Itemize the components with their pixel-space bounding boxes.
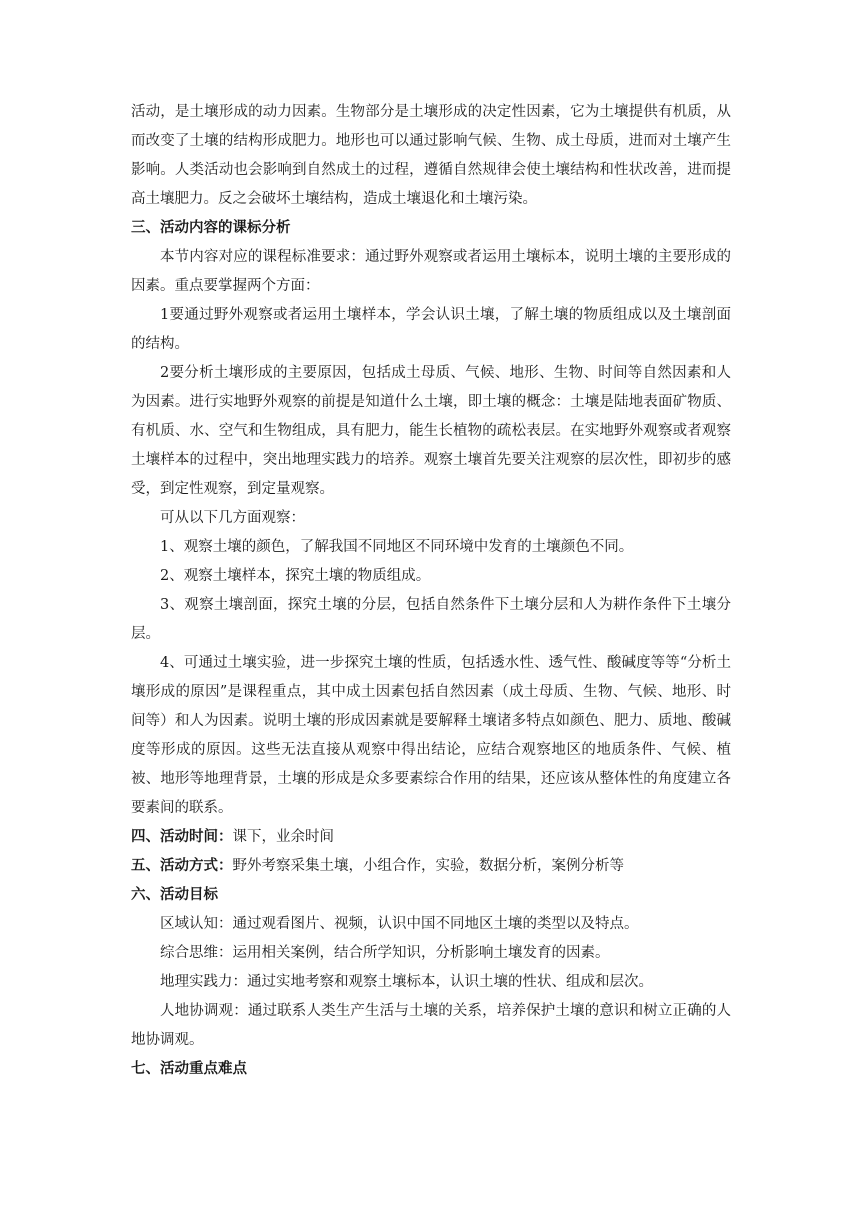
goal-regional-cognition: 区域认知：通过观看图片、视频，认识中国不同地区土壤的类型以及特点。 — [160, 916, 639, 932]
goal-geographic-practice: 地理实践力：通过实地考察和观察土壤标本，认识土壤的性状、组成和层次。 — [160, 974, 653, 990]
paragraph-point-1: 1要通过野外观察或者运用土壤样本，学会认识土壤，了解土壤的物质组成以及土壤剖面的结构。 — [131, 307, 731, 352]
paragraph-soil-formation-factors: 活动，是土壤形成的动力因素。生物部分是土壤形成的决定性因素，它为土壤提供有机质，从而改变了土壤的结构形成肥力。地形也可以通过影响气候、生物、成土母质，进而对土壤产生影响。人类活动也会影响到自然成土的过程，遵循自然规律会使土壤结构和性状改善，进而提高土壤肥力。反之会破坏土壤结构，造成土壤退化和土壤污染。 — [131, 104, 731, 207]
goal-human-earth-harmony: 人地协调观：通过联系人类生产生活与土壤的关系，培养保护土壤的意识和树立正确的人地协调观。 — [131, 1003, 731, 1048]
list-item-observe-profile: 3、观察土壤剖面，探究土壤的分层，包括自然条件下土壤分层和人为耕作条件下土壤分层。 — [131, 597, 731, 642]
paragraph-curriculum-requirement: 本节内容对应的课程标准要求：通过野外观察或者运用土壤标本，说明土壤的主要形成的因素。重点要掌握两个方面： — [131, 249, 731, 294]
heading-activity-time-label: 四、活动时间： — [131, 829, 233, 845]
activity-method-value: 野外考察采集土壤，小组合作，实验，数据分析，案例分析等 — [232, 858, 624, 874]
heading-activity-time — [131, 823, 731, 852]
list-item-observe-sample: 2、观察土壤样本，探究土壤的物质组成。 — [160, 568, 431, 584]
heading-curriculum-analysis: 三、活动内容的课标分析 — [131, 220, 291, 236]
heading-key-difficulties: 七、活动重点难点 — [131, 1061, 247, 1077]
heading-activity-method — [131, 852, 731, 881]
list-item-observe-color: 1、观察土壤的颜色，了解我国不同地区不同环境中发育的土壤颜色不同。 — [160, 539, 634, 555]
paragraph-observe-intro: 可从以下几方面观察： — [160, 510, 305, 526]
document-page — [131, 98, 731, 1084]
goal-comprehensive-thinking: 综合思维：运用相关案例，结合所学知识，分析影响土壤发育的因素。 — [160, 945, 610, 961]
list-item-soil-experiment: 4、可通过土壤实验，进一步探究土壤的性质，包括透水性、透气性、酸碱度等等“分析土壤形成的原因”是课程重点，其中成土因素包括自然因素（成土母质、生物、气候、地形、时间等）和人为因素。说明土壤的形成因素就是要解释土壤诸多特点如颜色、肥力、质地、酸碱度等形成的原因。这些无法直接从观察中得出结论，应结合观察地区的地质条件、气候、植被、地形等地理背景，土壤的形成是众多要素综合作用的结果，还应该从整体性的角度建立各要素间的联系。 — [131, 655, 731, 816]
heading-activity-goals: 六、活动目标 — [131, 887, 218, 903]
paragraph-point-2: 2要分析土壤形成的主要原因，包括成土母质、气候、地形、生物、时间等自然因素和人为因素。进行实地野外观察的前提是知道什么土壤，即土壤的概念：土壤是陆地表面矿物质、有机质、水、空气和生物组成，具有肥力，能生长植物的疏松表层。在实地野外观察或者观察土壤样本的过程中，突出地理实践力的培养。观察土壤首先要关注观察的层次性，即初步的感受，到定性观察，到定量观察。 — [131, 365, 731, 497]
activity-time-value: 课下，业余时间 — [232, 829, 334, 845]
heading-activity-method-label: 五、活动方式： — [131, 858, 233, 874]
